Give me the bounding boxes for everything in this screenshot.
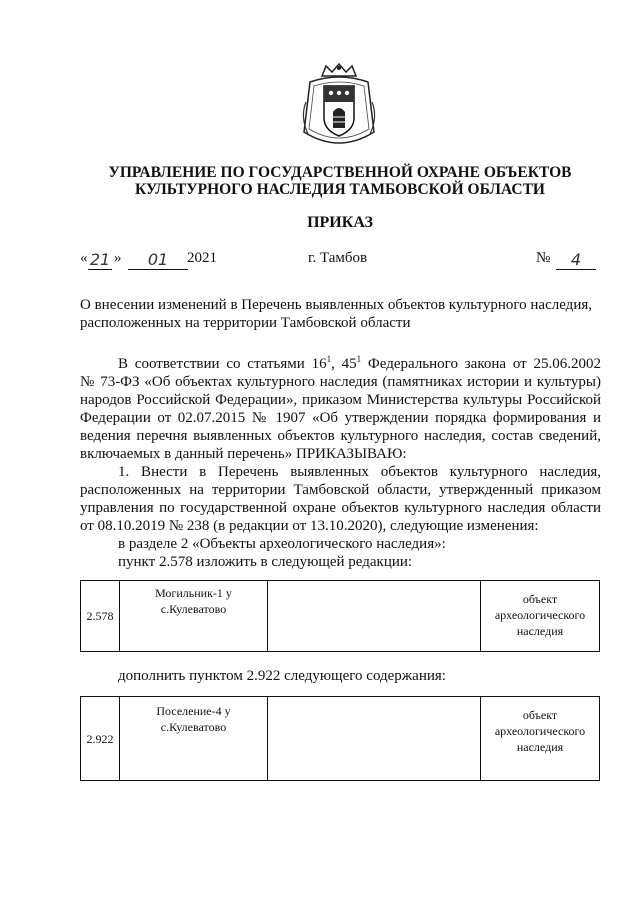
object-number: 2.578 — [81, 581, 120, 652]
addition-paragraph — [80, 667, 601, 685]
object-empty-cell — [268, 581, 481, 652]
item-line: 1. Внести в Перечень выявленных объектов культурного наследия, — [118, 464, 601, 480]
item-1-paragraph — [80, 463, 601, 571]
object-empty-cell — [268, 697, 481, 781]
preamble-line: В соответствии со статьями $16^1$, $45^1$ Федерального закона от 25.06.2002 — [118, 354, 601, 372]
date-year: 2021 — [187, 250, 217, 266]
table-row — [81, 581, 600, 652]
object-type: объект археологического наследия — [481, 697, 600, 781]
tambov-region-coat-of-arms-icon — [296, 62, 382, 150]
agency-title-line1: УПРАВЛЕНИЕ ПО ГОСУДАРСТВЕННОЙ ОХРАНЕ ОБЪЕКТОВ — [108, 164, 572, 181]
document-type: ПРИКАЗ — [307, 214, 373, 231]
order-subject — [80, 296, 610, 332]
object-name: Поселение-4 у с.Кулеватово — [120, 697, 268, 781]
open-quote: « — [80, 250, 88, 266]
subject-line2: расположенных на территории Тамбовской области — [80, 315, 411, 331]
clause-line: пункт 2.578 изложить в следующей редакции: — [118, 554, 413, 570]
addition-line: дополнить пунктом 2.922 следующего содержания: — [118, 668, 446, 684]
item-line: расположенных на территории Тамбовской области, утвержденный приказом — [80, 482, 601, 498]
item-line: управления по государственной охране объектов культурного наследия области — [80, 500, 601, 516]
preamble-paragraph — [80, 355, 601, 463]
preamble-line: № 73-ФЗ «Об объектах культурного наследия (памятниках истории и культуры) — [80, 374, 601, 390]
document-number: 4 — [556, 250, 596, 270]
subject-line1: О внесении изменений в Перечень выявленных объектов культурного наследия, — [80, 297, 592, 313]
table-row — [81, 697, 600, 781]
object-number: 2.922 — [81, 697, 120, 781]
date-month: 01 — [128, 250, 188, 270]
preamble-line: включаемых в данный перечень» ПРИКАЗЫВАЮ: — [80, 446, 407, 462]
item-line: от 08.10.2019 № 238 (в редакции от 13.10.2020), следующие изменения: — [80, 518, 539, 534]
preamble-line: народов Российской Федерации», приказом Министерства культуры Российской — [80, 392, 601, 408]
object-table-2922 — [80, 696, 600, 781]
section-line: в разделе 2 «Объекты археологического наследия»: — [118, 536, 446, 552]
date-day: 21 — [89, 250, 111, 269]
object-table-2578 — [80, 580, 600, 652]
agency-title-line2: КУЛЬТУРНОГО НАСЛЕДИЯ ТАМБОВСКОЙ ОБЛАСТИ — [135, 181, 545, 198]
preamble-line: ведения перечня выявленных объектов культурного наследия, состав сведений, — [80, 428, 601, 444]
date-line — [80, 250, 600, 274]
object-name: Могильник-1 у с.Кулеватово — [120, 581, 268, 652]
city: г. Тамбов — [308, 250, 368, 266]
close-quote: » — [114, 250, 122, 266]
preamble-line: Федерации от 02.07.2015 № 1907 «Об утверждении порядка формирования и — [80, 410, 601, 426]
object-type: объект археологического наследия — [481, 581, 600, 652]
number-sign: № — [536, 250, 551, 266]
